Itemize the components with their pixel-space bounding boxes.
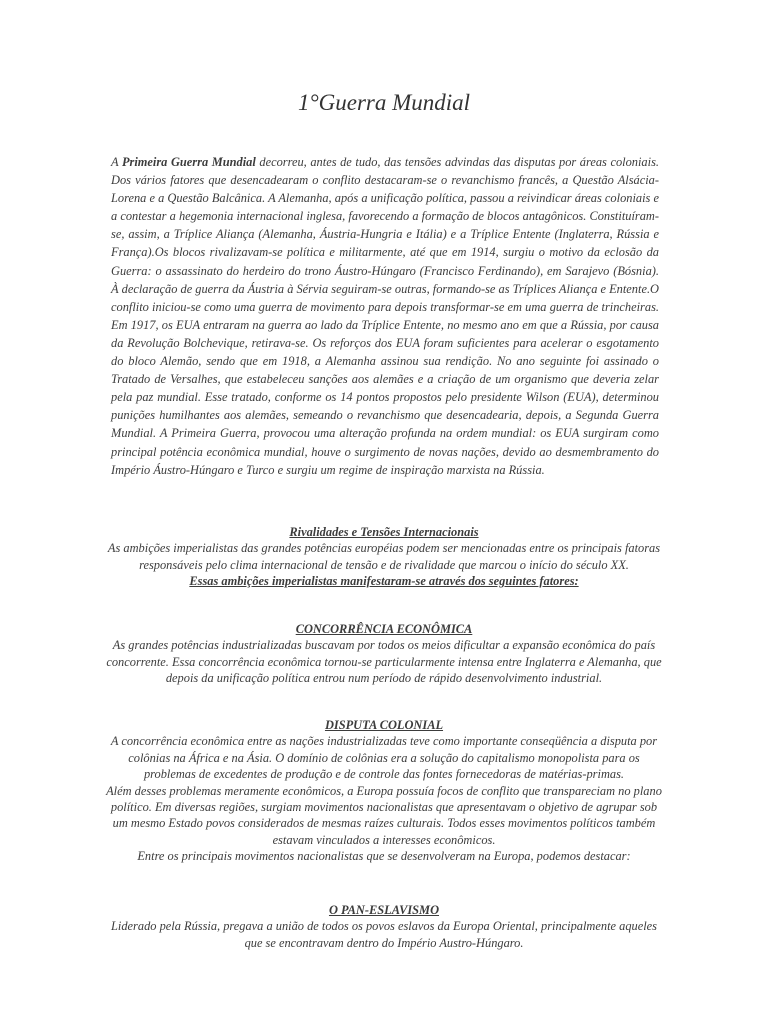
section-heading-disputa: DISPUTA COLONIAL xyxy=(324,718,444,732)
section-body-rivalidades: As ambições imperialistas das grandes potências européias podem ser mencionadas entre os principais fatoras responsáveis pelo clima internacional de tensão e de rivalidade que marcou o início do século XX. xyxy=(107,541,661,572)
section-concorrencia xyxy=(105,621,663,687)
section-body-paneslavismo: Liderado pela Rússia, pregava a união de todos os povos eslavos da Europa Oriental, principalmente aqueles que se encontravam dentro do Império Austro-Húngaro. xyxy=(111,919,657,950)
section-rivalidades xyxy=(105,524,663,590)
section-emphasis-rivalidades: Essas ambições imperialistas manifestaram-se através dos seguintes fatores: xyxy=(189,574,579,589)
section-body-disputa-2: Além desses problemas meramente econômicos, a Europa possuía focos de conflito que transpareciam no plano político. Em diversas regiões, surgiam movimentos nacionalistas que apresentavam o objetivo de agrupar sob um mesmo Estado povos considerados de mesmas raízes culturais. Todos esses movimentos políticos também estavam vinculados a interesses econômicos. xyxy=(106,783,662,847)
intro-bold-term: Primeira Guerra Mundial xyxy=(121,155,256,169)
page-title: 1°Guerra Mundial xyxy=(297,90,471,115)
section-paneslavismo xyxy=(105,902,663,951)
intro-paragraph xyxy=(111,153,659,479)
section-disputa-colonial xyxy=(105,717,663,865)
section-body-disputa-1: A concorrência econômica entre as nações industrializadas teve como importante conseqüência a disputa por colônias na África e na Ásia. O domínio de colônias era a solução do capitalismo monopolista para os problemas de excedentes de produção e de controle das fontes fornecedoras de matérias-primas. xyxy=(110,734,658,782)
section-heading-paneslavismo: O PAN-ESLAVISMO xyxy=(328,903,440,917)
section-body-disputa-3: Entre os principais movimentos nacionalistas que se desenvolveram na Europa, podemos destacar: xyxy=(137,849,631,864)
section-body-concorrencia: As grandes potências industrializadas buscavam por todos os meios dificultar a expansão econômica do país concorrente. Essa concorrência econômica tornou-se particularmente intensa entre Inglaterra e Alemanha, que depois da unificação política entrou num período de rápido desenvolvimento industrial. xyxy=(106,638,662,686)
intro-text: decorreu, antes de tudo, das tensões advindas das disputas por áreas coloniais. Dos vários fatores que desencadearam o conflito destacaram-se o revanchismo francês, a Questão Alsácia-Lorena e a Questão Balcânica. A Alemanha, após a unificação política, passou a reivindicar áreas coloniais e a contestar a hegemonia internacional inglesa, favorecendo a formação de blocos antagônicos. Constituíram-se, assim, a Tríplice Aliança (Alemanha, Áustria-Hungria e Itália) e a Tríplice Entente (Inglaterra, Rússia e França).Os blocos rivalizavam-se política e militarmente, até que em 1914, surgiu o motivo da eclosão da Guerra: o assassinato do herdeiro do trono Áustro-Húngaro (Francisco Ferdinando), em Sarajevo (Bósnia). À declaração de guerra da Áustria à Sérvia seguiram-se outras, formando-se as Tríplices Aliança e Entente.O conflito iniciou-se como uma guerra de movimento para depois transformar-se em uma guerra de trincheiras. Em 1917, os EUA entraram na guerra ao lado da Tríplice Entente, no mesmo ano em que a Rússia, por causa da Revolução Bolchevique, retirava-se. Os reforços dos EUA foram suficientes para acelerar o esgotamento do bloco Alemão, sendo que em 1918, a Alemanha assinou sua rendição. No ano seguinte foi assinado o Tratado de Versalhes, que estabeleceu sanções aos alemães e a criação de um organismo que deveria zelar pela paz mundial. Esse tratado, conforme os 14 pontos propostos pelo presidente Wilson (EUA), determinou punições humilhantes aos alemães, semeando o revanchismo que desencadearia, depois, a Segunda Guerra Mundial. A Primeira Guerra, provocou uma alteração profunda na ordem mundial: os EUA surgiram como principal potência econômica mundial, houve o surgimento de novas nações, devido ao desmembramento do Império Áustro-Húngaro e Turco e surgiu um regime de inspiração marxista na Rússia. xyxy=(111,155,659,477)
section-heading-rivalidades: Rivalidades e Tensões Internacionais xyxy=(289,525,479,539)
intro-lead: A xyxy=(111,155,122,169)
section-heading-concorrencia: CONCORRÊNCIA ECONÔMICA xyxy=(295,622,473,636)
